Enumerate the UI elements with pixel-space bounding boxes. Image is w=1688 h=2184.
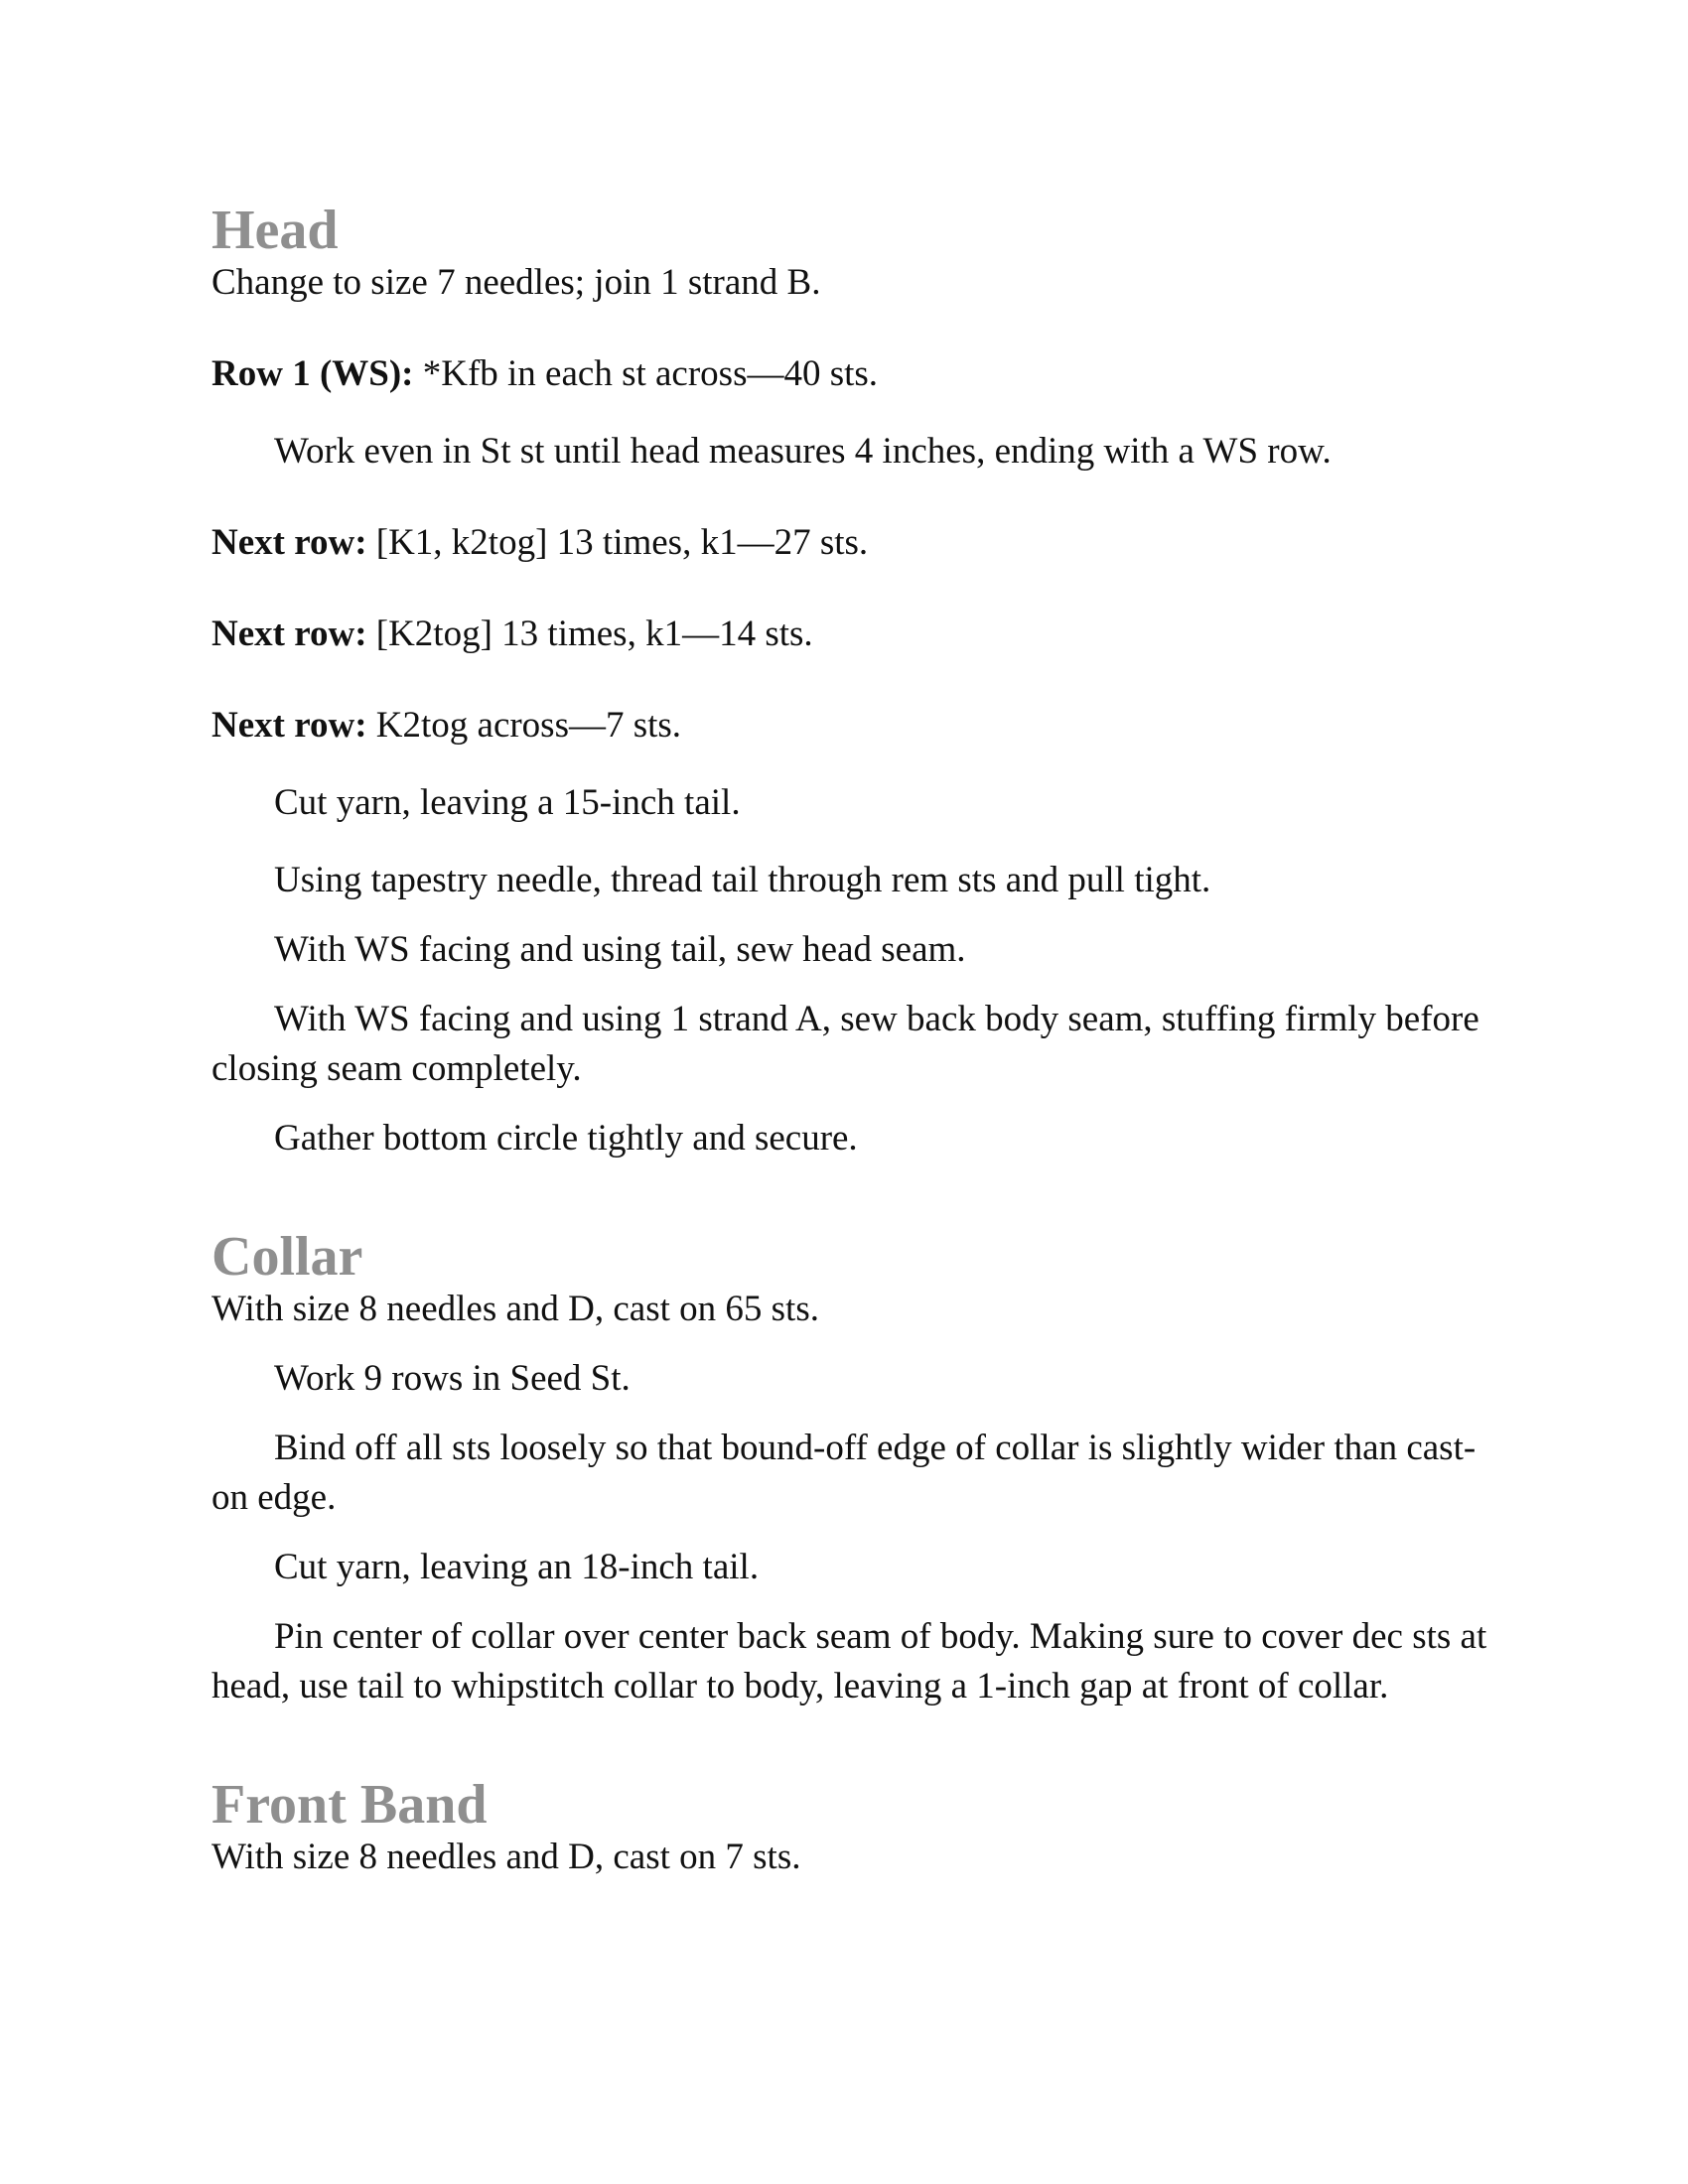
head-paragraph-6: With WS facing and using 1 strand A, sew back body seam, stuffing firmly before closing seam completely. xyxy=(211,999,1479,1089)
head-paragraph-4: Using tapestry needle, thread tail through rem sts and pull tight. xyxy=(274,860,1211,900)
head-next-row-3 xyxy=(211,701,1502,751)
section-title-front-band: Front Band xyxy=(211,1774,488,1836)
row-instruction: [K2tog] 13 times, k1—14 sts. xyxy=(366,614,813,654)
head-next-row-2 xyxy=(211,610,1502,659)
row-instruction: *Kfb in each st across—40 sts. xyxy=(413,353,879,394)
row-instruction: [K1, k2tog] 13 times, k1—27 sts. xyxy=(366,522,869,563)
row-label: Next row: xyxy=(211,522,367,563)
row-label: Next row: xyxy=(211,705,367,746)
section-title-head: Head xyxy=(211,200,339,261)
row-label: Next row: xyxy=(211,614,367,654)
collar-paragraph-5: Pin center of collar over center back seam of body. Making sure to cover dec sts at head, use tail to whipstitch collar to body, leaving a 1-inch gap at front of collar. xyxy=(211,1616,1487,1706)
head-next-row-1 xyxy=(211,518,1502,568)
collar-paragraph-1: With size 8 needles and D, cast on 65 sts. xyxy=(211,1289,819,1329)
row-instruction: K2tog across—7 sts. xyxy=(366,705,682,746)
front-band-paragraph-1: With size 8 needles and D, cast on 7 sts. xyxy=(211,1837,801,1877)
head-row-1 xyxy=(211,349,1502,399)
collar-paragraph-2: Work 9 rows in Seed St. xyxy=(274,1358,631,1399)
document-page xyxy=(211,199,1502,1882)
head-paragraph-2: Work even in St st until head measures 4 inches, ending with a WS row. xyxy=(274,431,1332,472)
head-paragraph-5: With WS facing and using tail, sew head seam. xyxy=(274,929,966,970)
section-title-collar: Collar xyxy=(211,1226,363,1288)
head-paragraph-7: Gather bottom circle tightly and secure. xyxy=(274,1118,858,1159)
collar-paragraph-3: Bind off all sts loosely so that bound-off edge of collar is slightly wider than cast-on edge. xyxy=(211,1428,1477,1518)
row-label: Row 1 (WS): xyxy=(211,353,414,394)
head-paragraph-1: Change to size 7 needles; join 1 strand B. xyxy=(211,262,821,303)
head-paragraph-3: Cut yarn, leaving a 15-inch tail. xyxy=(274,782,741,823)
collar-paragraph-4: Cut yarn, leaving an 18-inch tail. xyxy=(274,1547,760,1587)
